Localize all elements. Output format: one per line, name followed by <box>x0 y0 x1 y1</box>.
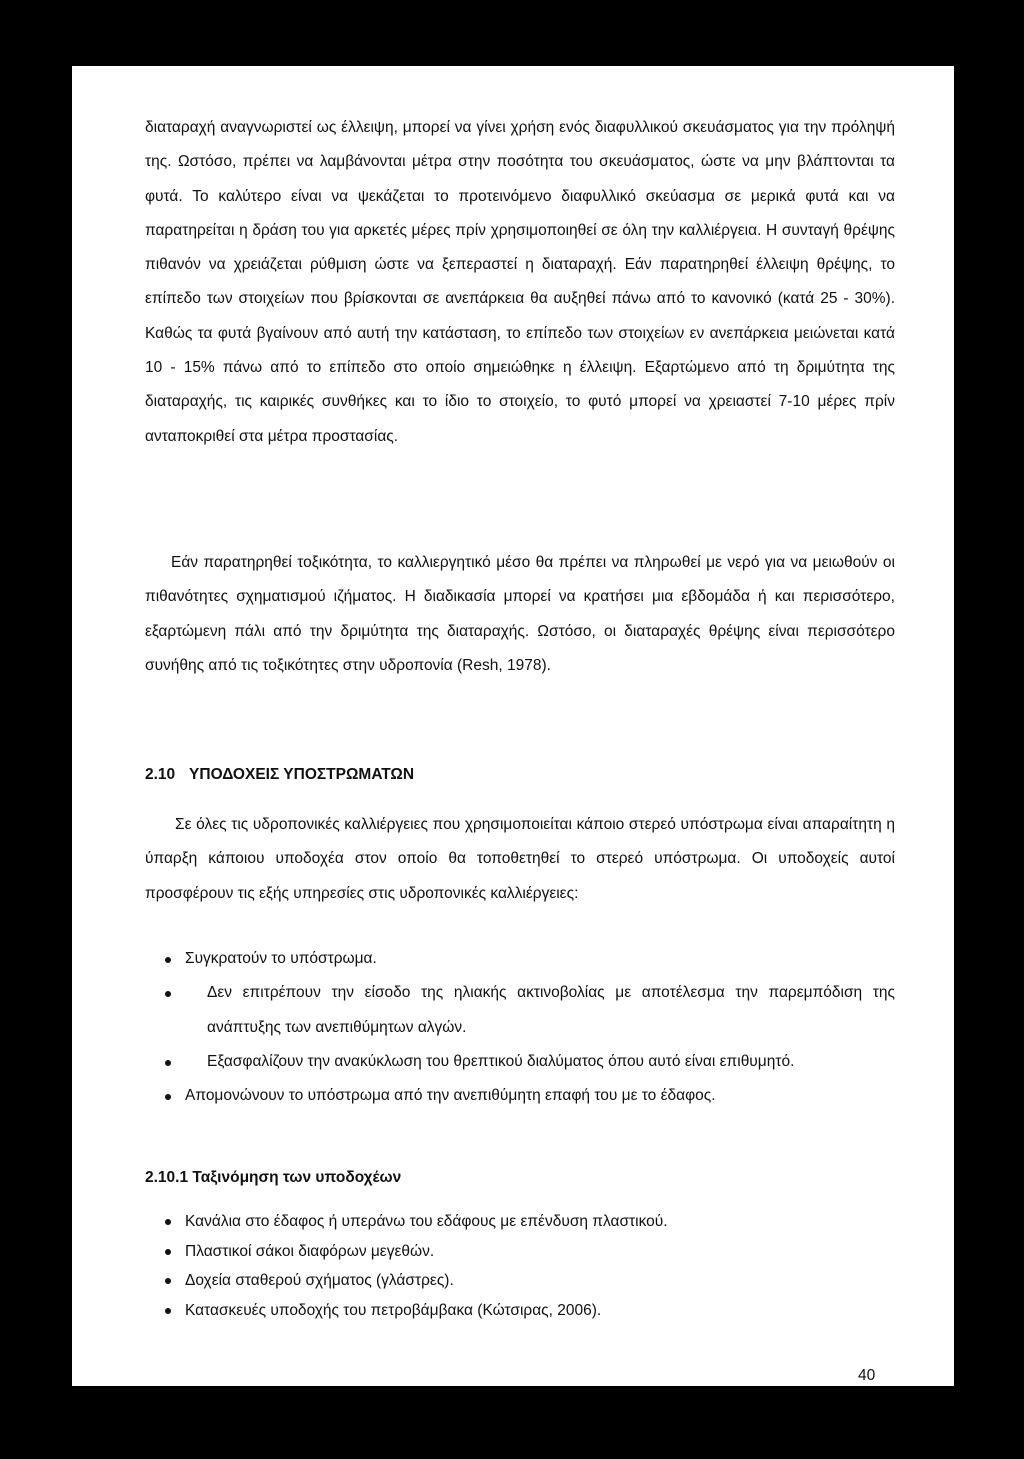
paragraph-toxicity-text: Εάν παρατηρηθεί τοξικότητα, το καλλιεργητικό μέσο θα πρέπει να πληρωθεί με νερό για να μειωθούν οι πιθανότητες σχηματισμού ιζήματος. Η διαδικασία μπορεί να κρατήσει μια εβδομάδα ή και περισσότερο, εξαρτώμενη πάλι από την δριμύτητα της διαταραχής. Ωστόσο, οι διαταραχές θρέψης είναι περισσότερο συνήθης από τις τοξικότητες στην υδροπονία (Resh, 1978). <box>145 554 895 674</box>
section-bullet-list <box>145 942 895 1113</box>
bullet-icon <box>165 1278 171 1284</box>
subsection-number: 2.10.1 <box>145 1169 189 1186</box>
paragraph-intro-text: διαταραχή αναγνωριστεί ως έλλειψη, μπορεί να γίνει χρήση ενός διαφυλλικού σκευάσματος για την πρόληψή της. Ωστόσο, πρέπει να λαμβάνονται μέτρα στην ποσότητα του σκευάσματος, ώστε να μην βλάπτονται τα φυτά. Το καλύτερο είναι να ψεκάζεται το προτεινόμενο διαφυλλικό σκεύασμα σε μερικά φυτά και να παρατηρείται η δράση του για αρκετές μέρες πρίν χρησιμοποιηθεί σε όλη την καλλιέργεια. Η συνταγή θρέψης πιθανόν να χρειάζεται ρύθμιση ώστε να ξεπεραστεί η διαταραχή. Εάν παρατηρηθεί έλλειψη θρέψης, το επίπεδο των στοιχείων που βρίσκονται σε ανεπάρκεια θα αυξηθεί πάνω από το κανονικό (κατά 25 - 30%). Καθώς τα φυτά βγαίνουν από αυτή την κατάσταση, το επίπεδο των στοιχείων εν ανεπάρκεια μειώνεται κατά 10 - 15% πάνω από το επίπεδο στο οποίο σημειώθηκε η έλλειψη. Εξαρτώμενο από τη δριμύτητα της διαταραχής, τις καιρικές συνθήκες και το ίδιο το στοιχείο, το φυτό μπορεί να χρειαστεί 7-10 μέρες πρίν ανταποκριθεί στα μέτρα προστασίας. <box>145 119 895 445</box>
paragraph-toxicity <box>145 546 895 683</box>
page-number: 40 <box>858 1367 876 1384</box>
bullet-icon <box>165 1219 171 1225</box>
list-item: Απομονώνουν το υπόστρωμα από την ανεπιθύμητη επαφή του με το έδαφος. <box>145 1079 895 1113</box>
section-paragraph-text: Σε όλες τις υδροπονικές καλλιέργειες που χρησιμοποιείται κάποιο στερεό υπόστρωμα είναι απαραίτητη η ύπαρξη κάποιου υποδοχέα στον οποίο θα τοποθετηθεί το στερεό υπόστρωμα. Οι υποδοχείς αυτοί προσφέρουν τις εξής υπηρεσίες στις υδροπονικές καλλιέργειες: <box>145 816 895 902</box>
list-item: Πλαστικοί σάκοι διαφόρων μεγεθών. <box>145 1237 895 1267</box>
section-number: 2.10 <box>145 766 176 783</box>
bullet-icon <box>165 1249 171 1255</box>
bullet-icon <box>165 1308 171 1314</box>
subsection-heading <box>145 1167 895 1189</box>
section-heading <box>145 764 895 786</box>
paragraph-intro <box>145 111 895 454</box>
list-item: Δοχεία σταθερού σχήματος (γλάστρες). <box>145 1266 895 1296</box>
subsection-bullet-list <box>145 1207 895 1325</box>
bullet-icon <box>165 1060 171 1066</box>
list-item: Δεν επιτρέπουν την είσοδο της ηλιακής ακτινοβολίας με αποτέλεσμα την παρεμπόδιση της ανάπτυξης των ανεπιθύμητων αλγών. <box>145 976 895 1045</box>
list-item: Συγκρατούν το υπόστρωμα. <box>145 942 895 976</box>
section-paragraph <box>145 808 895 911</box>
bullet-icon <box>165 1094 171 1100</box>
list-item: Κατασκευές υποδοχής του πετροβάμβακα (Κώτσιρας, 2006). <box>145 1296 895 1326</box>
subsection-title: Ταξινόμηση των υποδοχέων <box>192 1169 402 1186</box>
bullet-icon <box>165 957 171 963</box>
section-title: ΥΠΟΔΟΧΕΙΣ ΥΠΟΣΤΡΩΜΑΤΩΝ <box>189 766 415 783</box>
bullet-icon <box>165 991 171 997</box>
list-item: Κανάλια στο έδαφος ή υπεράνω του εδάφους με επένδυση πλαστικού. <box>145 1207 895 1237</box>
list-item: Εξασφαλίζουν την ανακύκλωση του θρεπτικού διαλύματος όπου αυτό είναι επιθυμητό. <box>145 1045 895 1079</box>
